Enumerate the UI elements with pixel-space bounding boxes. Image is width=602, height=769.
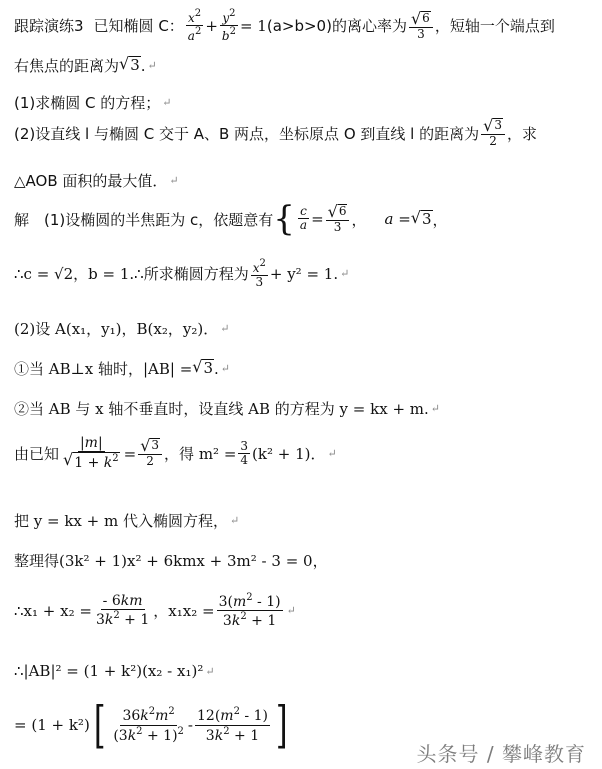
x2-over-3: $\frac{x^2}{3}$: [252, 258, 266, 290]
right-bracket: ]: [275, 696, 288, 754]
product-roots: $\frac{3(m^2 - 1)}{3k^2 + 1}$: [218, 592, 281, 630]
sqrt-3: √ 3: [119, 54, 140, 75]
question-2-cont: △AOB 面积的最大值． ↵: [14, 172, 179, 190]
distance-frac: √ 3 2: [481, 118, 505, 149]
problem-label: 跟踪演练3: [14, 17, 84, 36]
solution-line-6: 由已知 |m| √ $1 + k^2$ = √ 3 2 ，得 m² = $\frac{3}{4}$ (k² + 1)． ↵: [14, 435, 337, 472]
ellipse-y-term: $\frac{y^2}{b^2}$: [221, 8, 236, 44]
system-brace: {: [273, 199, 295, 239]
solution-line-9: ∴x₁ + x₂ = $\frac{- 6km}{3k^2 + 1}$ ，x₁x₂ = $\frac{3(m^2 - 1)}{3k^2 + 1}$ ↵: [14, 592, 296, 630]
left-bracket: [: [93, 696, 106, 754]
sum-roots: $\frac{- 6km}{3k^2 + 1}$: [95, 592, 150, 628]
solution-line-10: ∴|AB|² = (1 + k²)(x₂ - x₁)² ↵: [14, 662, 215, 680]
solution-line-11: = (1 + k²) [ $\frac{36k^2m^2}{(3k^2 + 1)^2}$ - $\frac{12(m^2 - 1)}{3k^2 + 1}$ ]: [14, 696, 288, 754]
solution-line-7: 把 y = kx + m 代入椭圆方程， ↵: [14, 512, 240, 530]
problem-cond2: ，短轴一个端点到: [434, 17, 555, 36]
solution-line-1: 解 (1)设椭圆的半焦距为 c，依题意有 { $\frac{c}{a}$ = √ 6 3 ， a = √ 3 ，: [14, 199, 448, 239]
distance-formula: |m| √ $1 + k^2$: [63, 435, 119, 472]
problem-line-1: 跟踪演练3 已知椭圆 C： $\frac{x^2}{a^2}$ + $\frac{y^2}{b^2}$ = 1 (a>b>0)的离心率为 √ 6 3 ，短轴一个端点到: [14, 8, 555, 44]
c-over-a: $\frac{c}{a}$: [299, 204, 308, 233]
question-2: (2)设直线 l 与椭圆 C 交于 A、B 两点，坐标原点 O 到直线 l 的距离为 √ 3 2 ，求: [14, 116, 537, 149]
solution-line-5: ②当 AB 与 x 轴不垂直时，设直线 AB 的方程为 y = kx + m. ↵: [14, 400, 440, 418]
question-1: (1)求椭圆 C 的方程； ↵: [14, 94, 172, 112]
solution-line-8: 整理得(3k² + 1)x² + 6kmx + 3m² - 3 = 0，: [14, 552, 328, 570]
solution-line-2: ∴c = √2，b = 1.∴所求椭圆方程为 $\frac{x^2}{3}$ + y² = 1. ↵: [14, 258, 350, 290]
problem-intro: 已知椭圆 C：: [93, 17, 184, 36]
problem-line-2: 右焦点的距离为 √ 3 . ↵: [14, 54, 157, 75]
problem-cond1: (a>b>0)的离心率为: [266, 17, 407, 36]
solution-line-3: (2)设 A(x₁，y₁)，B(x₂，y₂)． ↵: [14, 320, 230, 338]
eccentricity-frac: √ 6 3: [409, 11, 433, 42]
watermark: 头条号 / 攀峰教育: [416, 742, 586, 766]
problem-line2: 右焦点的距离为: [14, 57, 120, 75]
ellipse-x-term: $\frac{x^2}{a^2}$: [187, 8, 202, 44]
solution-line-4: ①当 AB⊥x 轴时，|AB| = √ 3 . ↵: [14, 357, 231, 378]
